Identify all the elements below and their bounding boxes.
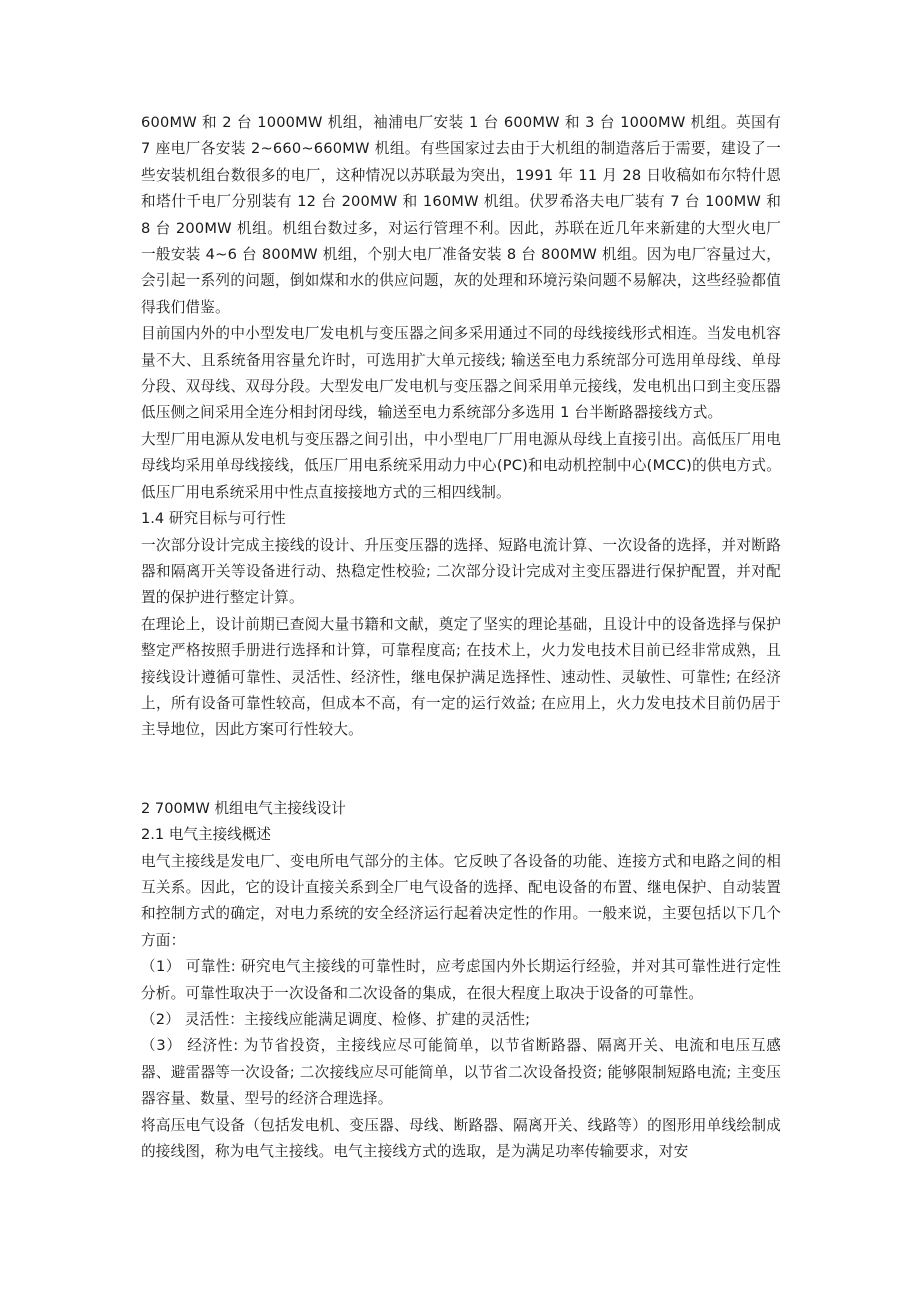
section-spacer: [141, 744, 781, 796]
paragraph-main-wiring-overview: 电气主接线是发电厂、变电所电气部分的主体。它反映了各设备的功能、连接方式和电路之间的相互关系。因此，它的设计直接关系到全厂电气设备的选择、配电设备的布置、继电保护、自动装置和控制方式的确定，对电力系统的安全经济运行起着决定性的作用。一般来说，主要包括以下几个方面：: [141, 852, 781, 949]
paragraph-research-goals: 一次部分设计完成主接线的设计、升压变压器的选择、短路电流计算、一次设备的选择，并对断路器和隔离开关等设备进行动、热稳定性校验; 二次部分设计完成对主变压器进行保护配置，并对配置的保护进行整定计算。: [141, 536, 781, 607]
list-item-reliability: （1） 可靠性: 研究电气主接线的可靠性时，应考虑国内外长期运行经验，并对其可靠性进行定性分析。可靠性取决于一次设备和二次设备的集成，在很大程度上取决于设备的可靠性。: [141, 958, 781, 1002]
list-item-flexibility: （2） 灵活性：主接线应能满足调度、检修、扩建的灵活性;: [141, 1011, 531, 1028]
paragraph-unit-configuration: 600MW 和 2 台 1000MW 机组，袖浦电厂安装 1 台 600MW 和 3 台 1000MW 机组。英国有 7 座电厂各安装 2~660~660MW 机组。有些国家过去由于大机组的制造落后于需要，建设了一些安装机组台数很多的电厂，这种情况以苏联最为突出，1991 年 11 月 28 日收稿如布尔特什恩和塔什千电厂分别装有 12 台 200MW 和 160MW 机组。伏罗希洛夫电厂装有 7 台 100MW 和 8 台 200MW 机组。机组台数过多，对运行管理不利。因此，苏联在近几年来新建的大型火电厂一般安装 4~6 台 800MW 机组，个别大电厂准备安装 8 台 800MW 机组。因为电厂容量过大，会引起一系列的问题，倒如煤和水的供应问题，灰的处理和环境污染问题不易解决，这些经验都值得我们借鉴。: [141, 114, 781, 316]
paragraph-main-wiring-definition: 将高压电气设备（包括发电机、变压器、母线、断路器、隔离开关、线路等）的图形用单线绘制成的接线图，称为电气主接线。电气主接线方式的选取，是为满足功率传输要求，对安: [141, 1116, 781, 1161]
paragraph-feasibility: 在理论上，设计前期已查阅大量书籍和文献，奠定了坚实的理论基础，且设计中的设备选择与保护整定严格按照手册进行选择和计算，可靠程度高; 在技术上，火力发电技术目前已经非常成熟，且接线设计遵循可靠性、灵活性、经济性，继电保护满足选择性、速动性、灵敏性、可靠性; 在经济上，所有设备可靠性较高，但成本不高，有一定的运行效益; 在应用上，火力发电技术目前仍居于主导地位，因此方案可行性较大。: [141, 615, 781, 739]
paragraph-wiring-forms: 目前国内外的中小型发电厂发电机与变压器之间多采用通过不同的母线接线形式相连。当发电机容量不大、且系统备用容量允许时，可选用扩大单元接线; 输送至电力系统部分可选用单母线、单母分段、双母线、双母分段。大型发电厂发电机与变压器之间采用单元接线，发电机出口到主变压器低压侧之间采用全连分相封闭母线，输送至电力系统部分多选用 1 台半断路器接线方式。: [141, 325, 781, 422]
paragraph-auxiliary-power: 大型厂用电源从发电机与变压器之间引出，中小型电厂厂用电源从母线上直接引出。高低压厂用电母线均采用单母线接线，低压厂用电系统采用动力中心(PC)和电动机控制中心(MCC)的供电方式。低压厂用电系统采用中性点直接接地方式的三相四线制。: [141, 430, 781, 501]
list-item-economy: （3） 经济性: 为节省投资，主接线应尽可能简单，以节省断路器、隔离开关、电流和电压互感器、避雷器等一次设备; 二次接线应尽可能简单，以节省二次设备投资; 能够限制短路电流; 主变压器容量、数量、型号的经济合理选择。: [141, 1037, 781, 1108]
section-heading-2-1: 2.1 电气主接线概述: [141, 826, 272, 844]
document-page: [141, 110, 781, 1165]
chapter-heading-2: 2 700MW 机组电气主接线设计: [141, 799, 346, 817]
section-heading-1-4: 1.4 研究目标与可行性: [141, 510, 286, 528]
